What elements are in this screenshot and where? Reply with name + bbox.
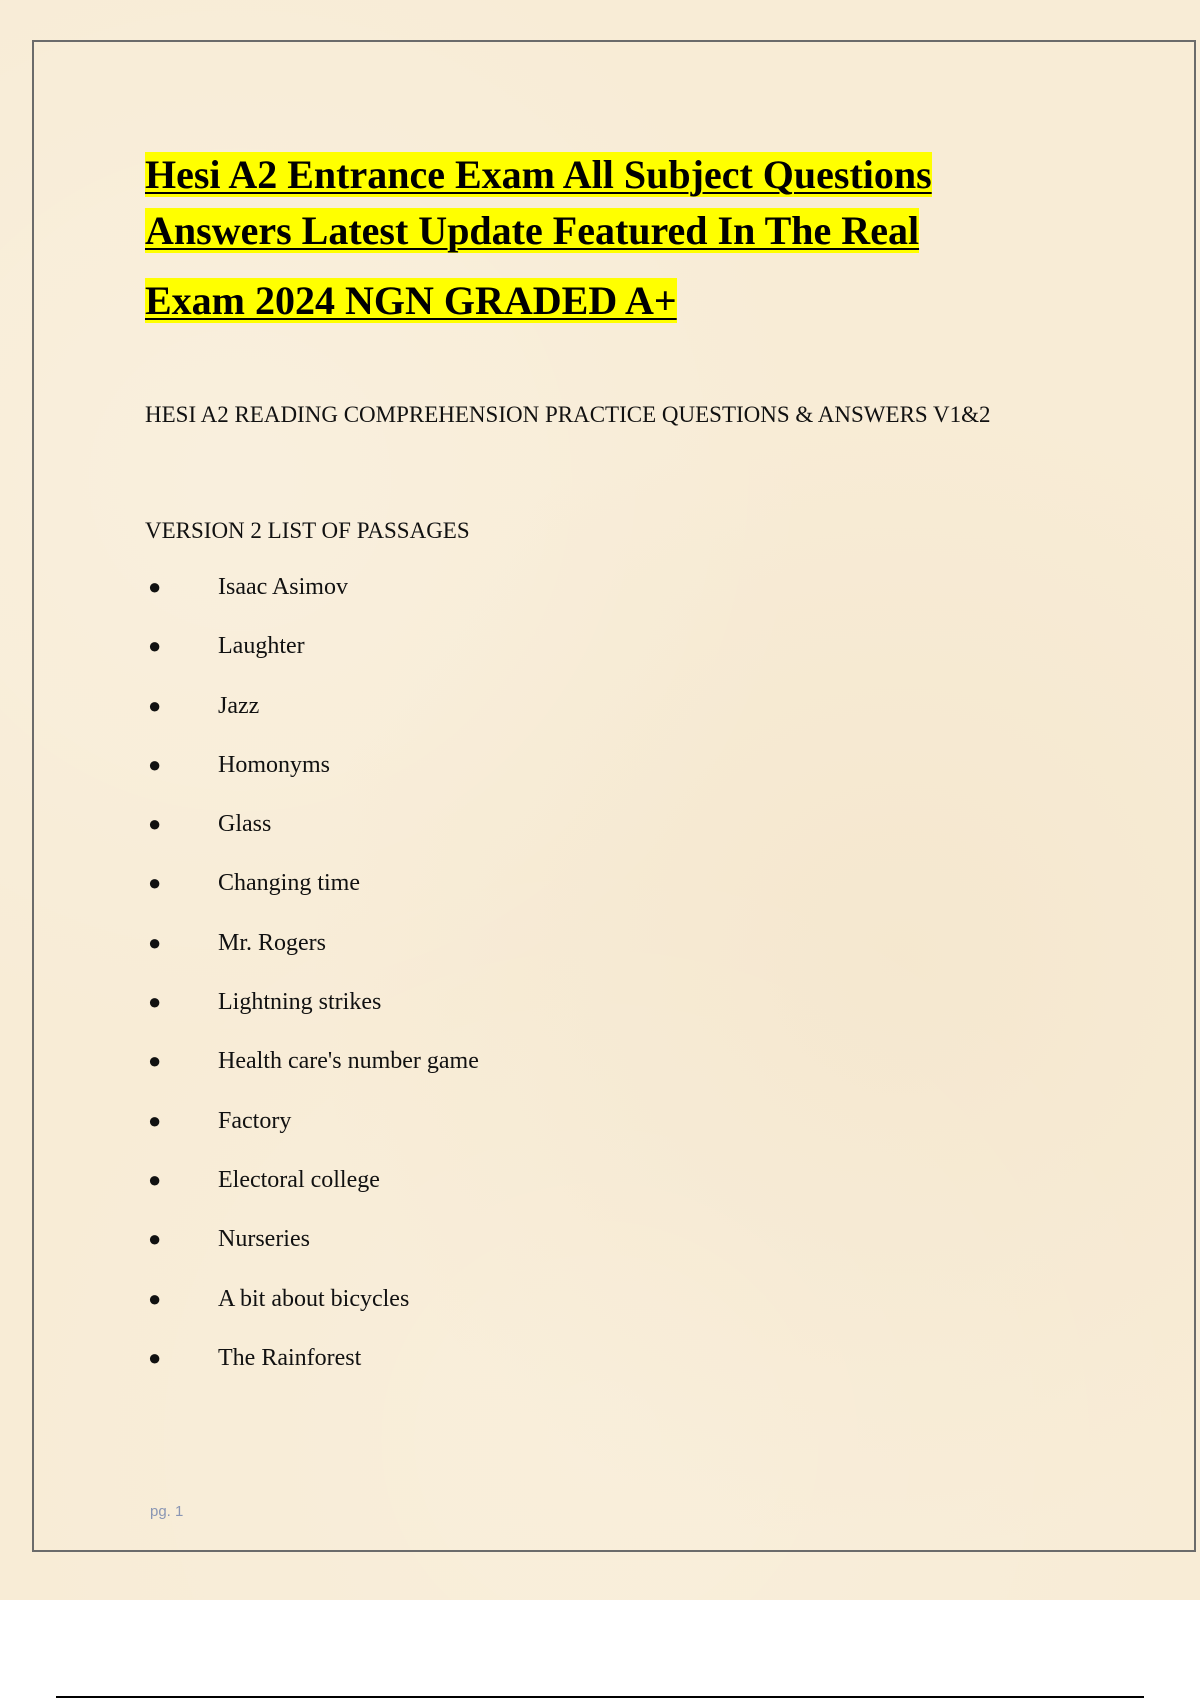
passage-title: Factory	[218, 1107, 292, 1134]
list-item	[145, 869, 479, 928]
passage-list	[145, 573, 479, 1403]
list-item	[145, 810, 479, 869]
bullet-icon: ●	[148, 1344, 162, 1370]
list-item	[145, 929, 479, 988]
passage-list-heading: VERSION 2 LIST OF PASSAGES	[145, 518, 470, 543]
bullet-icon: ●	[148, 870, 162, 896]
list-item	[145, 1047, 479, 1106]
passage-title: Lightning strikes	[218, 989, 382, 1016]
passage-title: A bit about bicycles	[218, 1285, 410, 1312]
bullet-icon: ●	[148, 811, 162, 837]
passage-title: Electoral college	[218, 1166, 380, 1193]
section-subheading: HESI A2 READING COMPREHENSION PRACTICE QUESTIONS & ANSWERS V1&2	[145, 402, 991, 427]
title-line-1: Hesi A2 Entrance Exam All Subject Questions	[145, 152, 932, 197]
bullet-icon: ●	[148, 692, 162, 718]
passage-title: Glass	[218, 811, 272, 838]
passage-title: Laughter	[218, 633, 305, 660]
bullet-icon: ●	[148, 1048, 162, 1074]
list-item	[145, 1225, 479, 1284]
passage-title: Mr. Rogers	[218, 929, 326, 956]
bullet-icon: ●	[148, 989, 162, 1015]
passage-title: Health care's number game	[218, 1048, 479, 1075]
passage-title: Homonyms	[218, 751, 331, 778]
list-item	[145, 573, 479, 632]
title-line-3: Exam 2024 NGN GRADED A+	[145, 278, 677, 323]
bullet-icon: ●	[148, 1226, 162, 1252]
bullet-icon: ●	[148, 929, 162, 955]
bullet-icon: ●	[148, 1285, 162, 1311]
passage-title: Isaac Asimov	[218, 574, 348, 600]
title-line-2: Answers Latest Update Featured In The Real	[145, 208, 920, 253]
passage-title: Nurseries	[218, 1226, 310, 1253]
list-item	[145, 632, 479, 691]
passage-title: The Rainforest	[218, 1344, 362, 1371]
list-item	[145, 1166, 479, 1225]
document-title	[145, 147, 1065, 329]
bullet-icon: ●	[148, 1107, 162, 1133]
bottom-divider	[56, 1696, 1144, 1698]
page-number: pg. 1	[150, 1503, 184, 1520]
bullet-icon: ●	[148, 751, 162, 777]
list-item	[145, 988, 479, 1047]
list-item	[145, 1107, 479, 1166]
bullet-icon: ●	[148, 1166, 162, 1192]
passage-title: Changing time	[218, 870, 360, 897]
list-item	[145, 1344, 479, 1403]
list-item	[145, 1285, 479, 1344]
list-item	[145, 692, 479, 751]
bullet-icon: ●	[148, 633, 162, 659]
bullet-icon: ●	[148, 574, 162, 599]
passage-title: Jazz	[218, 692, 260, 719]
list-item	[145, 751, 479, 810]
